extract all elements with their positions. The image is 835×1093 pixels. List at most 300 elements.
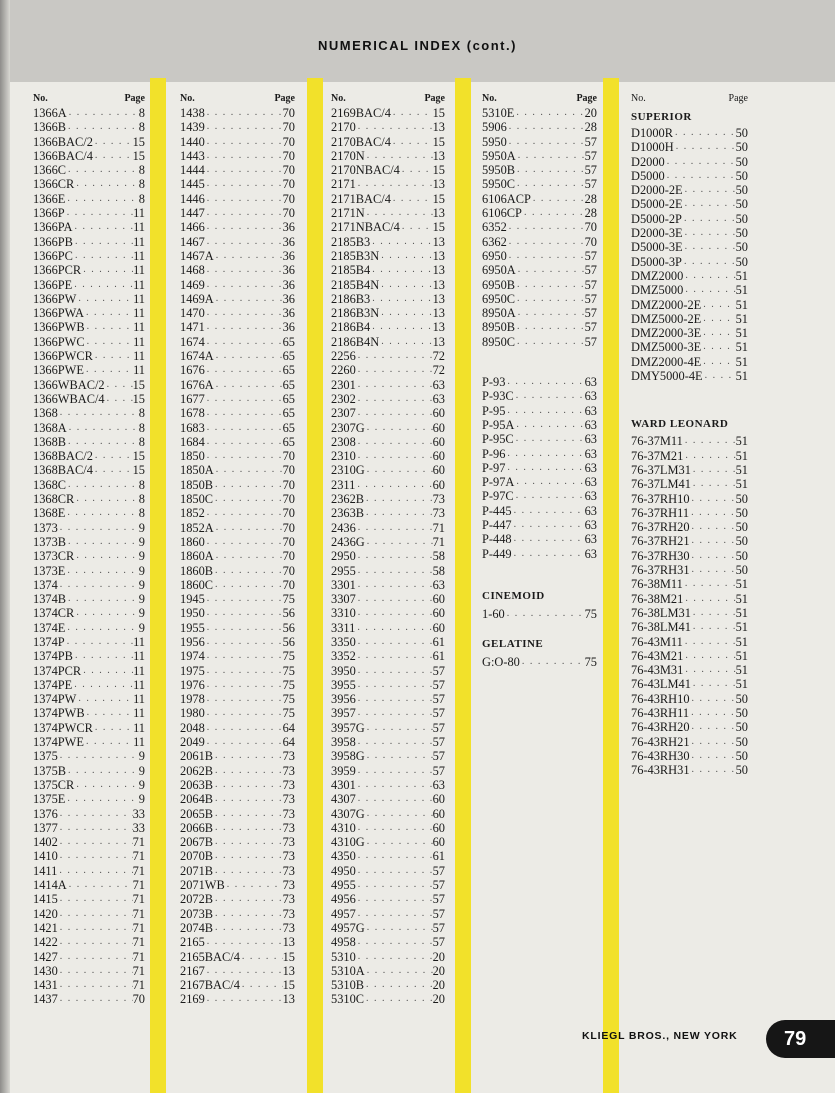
entry-number: 1374P <box>33 634 65 649</box>
index-entry <box>180 735 295 749</box>
entry-number: 5950A <box>482 148 516 163</box>
dot-leader <box>105 392 133 406</box>
entry-number: 2950 <box>331 549 356 564</box>
dot-leader <box>58 749 139 763</box>
gelatine-list <box>482 655 597 669</box>
index-entry <box>180 635 295 649</box>
dot-leader <box>205 678 283 692</box>
entry-page: 50 <box>735 734 748 749</box>
entry-number: 3950 <box>331 663 356 678</box>
index-entry <box>631 635 748 649</box>
entry-number: 3301 <box>331 577 356 592</box>
index-entry <box>482 655 597 669</box>
dot-leader <box>370 292 432 306</box>
entry-number: 2171 <box>331 177 356 192</box>
entry-page: 20 <box>432 963 445 978</box>
index-entry <box>180 678 295 692</box>
entry-page: 70 <box>282 106 295 120</box>
entry-number: 4956 <box>331 892 356 907</box>
entry-page: 20 <box>584 106 597 120</box>
dot-leader <box>370 320 432 334</box>
index-entry <box>331 835 445 849</box>
index-entry <box>180 921 295 935</box>
dot-leader <box>690 534 736 548</box>
index-entry <box>482 263 597 277</box>
index-entry <box>631 492 748 506</box>
entry-number: 1374 <box>33 577 58 592</box>
dot-leader <box>365 749 433 763</box>
entry-page: 70 <box>584 220 597 235</box>
index-entry <box>33 521 145 535</box>
entry-page: 61 <box>432 649 445 664</box>
dot-leader <box>690 720 736 734</box>
index-entry <box>180 263 295 277</box>
entry-page: 75 <box>584 655 597 670</box>
entry-page: 75 <box>282 649 295 664</box>
entry-number: 2308 <box>331 434 356 449</box>
entry-page: 64 <box>282 720 295 735</box>
index-entry <box>331 177 445 191</box>
dot-leader <box>214 463 283 477</box>
index-entry <box>482 532 597 546</box>
entry-number: 8950A <box>482 306 516 321</box>
entry-number: 3350 <box>331 634 356 649</box>
entry-page: 56 <box>282 620 295 635</box>
index-entry <box>331 935 445 949</box>
dot-leader <box>515 335 585 349</box>
entry-page: 57 <box>584 334 597 349</box>
index-entry <box>180 892 295 906</box>
dot-leader <box>505 607 585 621</box>
index-entry <box>631 735 748 749</box>
entry-page: 50 <box>735 254 748 269</box>
entry-number: 1366PA <box>33 220 73 235</box>
entry-page: 13 <box>282 963 295 978</box>
index-entry <box>33 964 145 978</box>
entry-number: 76-37RH30 <box>631 548 690 563</box>
entry-page: 71 <box>132 978 145 993</box>
entry-page: 70 <box>282 206 295 221</box>
entry-number: D1000R <box>631 126 673 140</box>
index-entry <box>33 192 145 206</box>
entry-number: 1374E <box>33 620 66 635</box>
entry-number: D5000-3P <box>631 254 682 269</box>
index-entry <box>331 878 445 892</box>
index-entry <box>33 706 145 720</box>
entry-number: 1368CR <box>33 492 75 507</box>
dot-leader <box>391 135 433 149</box>
dot-leader <box>691 463 736 477</box>
entry-page: 75 <box>584 606 597 621</box>
entry-page: 15 <box>132 463 145 478</box>
index-entry <box>33 935 145 949</box>
dot-leader <box>365 535 433 549</box>
yellow-stripe <box>603 78 619 1093</box>
entry-number: 1438 <box>180 106 205 120</box>
entry-page: 15 <box>432 106 445 120</box>
index-entry <box>33 735 145 749</box>
dot-leader <box>74 549 138 563</box>
dot-leader <box>205 335 283 349</box>
entry-page: 9 <box>138 563 145 578</box>
index-entry <box>33 664 145 678</box>
entry-page: 15 <box>432 163 445 178</box>
dot-leader <box>205 235 283 249</box>
entry-number: 1443 <box>180 148 205 163</box>
index-entry <box>33 449 145 463</box>
entry-page: 70 <box>282 134 295 149</box>
index-entry <box>33 220 145 234</box>
dot-leader <box>356 435 433 449</box>
index-entry <box>33 564 145 578</box>
dot-leader <box>356 120 433 134</box>
entry-number: 2073B <box>180 906 214 921</box>
index-entry <box>180 592 295 606</box>
entry-number: 1374PB <box>33 649 73 664</box>
entry-number: 2186B3N <box>331 306 380 321</box>
entry-page: 51 <box>735 283 748 298</box>
dot-leader <box>72 278 133 292</box>
entry-page: 65 <box>282 420 295 435</box>
entry-number: P-448 <box>482 532 512 547</box>
dot-leader <box>356 363 433 377</box>
index-entry <box>631 563 748 577</box>
dot-leader <box>690 749 736 763</box>
section-title-superior: SUPERIOR <box>631 111 692 123</box>
entry-number: 1677 <box>180 391 205 406</box>
entry-number: 3959 <box>331 763 356 778</box>
entry-page: 51 <box>735 268 748 283</box>
index-entry <box>331 849 445 863</box>
dot-leader <box>205 406 283 420</box>
entry-page: 11 <box>133 206 145 221</box>
dot-leader <box>58 907 133 921</box>
dot-leader <box>514 489 585 503</box>
index-entry <box>631 255 748 269</box>
index-entry <box>180 163 295 177</box>
index-entry <box>331 206 445 220</box>
entry-number: 1366PCR <box>33 263 82 278</box>
dot-leader <box>213 864 283 878</box>
entry-number: 1366A <box>33 106 67 120</box>
entry-page: 65 <box>282 406 295 421</box>
dot-leader <box>65 621 138 635</box>
entry-number: 1437 <box>33 992 58 1007</box>
index-entry <box>180 549 295 563</box>
dot-leader <box>507 135 585 149</box>
dot-leader <box>356 406 433 420</box>
index-entry <box>331 463 445 477</box>
entry-number: 1411 <box>33 863 58 878</box>
dot-leader <box>240 978 283 992</box>
entry-number: 1852A <box>180 520 214 535</box>
entry-page: 70 <box>282 520 295 535</box>
index-entry <box>331 106 445 120</box>
dot-leader <box>356 892 433 906</box>
index-entry <box>482 149 597 163</box>
index-entry <box>631 212 748 226</box>
entry-page: 70 <box>282 163 295 178</box>
entry-number: 1446 <box>180 191 205 206</box>
entry-page: 8 <box>138 406 145 421</box>
dot-leader <box>514 432 585 446</box>
dot-leader <box>690 563 736 577</box>
entry-page: 33 <box>132 820 145 835</box>
index-entry <box>180 463 295 477</box>
entry-number: 3955 <box>331 677 356 692</box>
entry-number: 3311 <box>331 620 356 635</box>
page-number: 79 <box>766 1020 835 1058</box>
entry-page: 63 <box>584 503 597 518</box>
dot-leader <box>365 721 433 735</box>
dot-leader <box>364 978 433 992</box>
index-entry <box>631 269 748 283</box>
entry-number: 5950C <box>482 177 516 192</box>
index-entry <box>482 206 597 220</box>
dot-leader <box>65 206 133 220</box>
entry-page: 9 <box>138 577 145 592</box>
spacer <box>482 561 597 583</box>
entry-page: 57 <box>432 735 445 750</box>
entry-list <box>482 106 597 349</box>
entry-page: 65 <box>282 377 295 392</box>
index-entry <box>180 864 295 878</box>
dot-leader <box>205 421 283 435</box>
entry-number: 4310 <box>331 820 356 835</box>
entry-number: D2000 <box>631 154 665 169</box>
entry-page: 71 <box>132 935 145 950</box>
dot-leader <box>379 278 432 292</box>
entry-number: 1368 <box>33 406 58 421</box>
entry-page: 15 <box>432 134 445 149</box>
entry-page: 13 <box>432 120 445 135</box>
index-entry <box>331 578 445 592</box>
entry-page: 11 <box>133 306 145 321</box>
entry-page: 50 <box>735 140 748 155</box>
dot-leader <box>205 506 283 520</box>
entry-page: 15 <box>432 220 445 235</box>
entry-number: 1447 <box>180 206 205 221</box>
entry-page: 51 <box>735 663 748 678</box>
entry-page: 57 <box>432 920 445 935</box>
entry-page: 8 <box>138 191 145 206</box>
entry-page: 8 <box>138 420 145 435</box>
index-entry <box>180 907 295 921</box>
entry-number: 1373E <box>33 563 66 578</box>
index-entry <box>331 235 445 249</box>
dot-leader <box>516 263 585 277</box>
index-entry <box>33 106 145 120</box>
entry-number: 1366PW <box>33 291 77 306</box>
index-entry <box>180 935 295 949</box>
entry-page: 71 <box>132 835 145 850</box>
dot-leader <box>213 764 283 778</box>
entry-number: P-445 <box>482 503 512 518</box>
entry-page: 71 <box>132 878 145 893</box>
entry-number: 1374PW <box>33 692 77 707</box>
index-entry <box>180 177 295 191</box>
entry-page: 13 <box>432 248 445 263</box>
entry-number: 2170NBAC/4 <box>331 163 400 178</box>
dot-leader <box>690 520 736 534</box>
index-entry <box>33 864 145 878</box>
index-entry <box>631 463 748 477</box>
dot-leader <box>364 492 433 506</box>
entry-number: 2310 <box>331 449 356 464</box>
dot-leader <box>205 706 283 720</box>
entry-number: 1366WBAC/2 <box>33 377 105 392</box>
entry-page: 15 <box>132 134 145 149</box>
dot-leader <box>356 349 433 363</box>
entry-number: 1366PWB <box>33 320 85 335</box>
header-page: Page <box>728 93 748 104</box>
dot-leader <box>74 778 138 792</box>
entry-number: 1421 <box>33 920 58 935</box>
index-entry <box>180 306 295 320</box>
entry-page: 11 <box>133 663 145 678</box>
index-entry <box>631 140 748 154</box>
entry-number: 1470 <box>180 306 205 321</box>
index-entry <box>631 692 748 706</box>
index-entry <box>33 349 145 363</box>
index-entry <box>33 749 145 763</box>
entry-number: 5310C <box>331 992 365 1007</box>
entry-page: 57 <box>432 763 445 778</box>
index-entry <box>33 306 145 320</box>
dot-leader <box>522 206 585 220</box>
entry-number: 1440 <box>180 134 205 149</box>
entry-page: 50 <box>735 691 748 706</box>
entry-number: 6950 <box>482 248 507 263</box>
entry-number: 3957 <box>331 706 356 721</box>
entry-number: 2165BAC/4 <box>180 949 240 964</box>
entry-number: 1373 <box>33 520 58 535</box>
dot-leader <box>205 692 283 706</box>
dot-leader <box>93 149 133 163</box>
entry-page: 65 <box>282 349 295 364</box>
dot-leader <box>356 177 433 191</box>
column-header <box>33 93 145 104</box>
entry-page: 73 <box>432 506 445 521</box>
dot-leader <box>690 492 736 506</box>
index-entry <box>180 621 295 635</box>
entry-number: P-449 <box>482 546 512 561</box>
entry-page: 73 <box>282 806 295 821</box>
entry-number: 76-37RH10 <box>631 491 690 506</box>
dot-leader <box>205 135 283 149</box>
dot-leader <box>365 463 433 477</box>
entry-page: 60 <box>432 820 445 835</box>
entry-page: 57 <box>584 306 597 321</box>
entry-page: 8 <box>138 492 145 507</box>
entry-number: 1674 <box>180 334 205 349</box>
index-entry <box>33 535 145 549</box>
index-entry <box>33 363 145 377</box>
entry-number: 2302 <box>331 391 356 406</box>
index-entry <box>180 406 295 420</box>
dot-leader <box>512 532 585 546</box>
dot-leader <box>205 592 283 606</box>
entry-page: 9 <box>138 749 145 764</box>
dot-leader <box>356 606 433 620</box>
dot-leader <box>356 764 433 778</box>
entry-number: 2436 <box>331 520 356 535</box>
dot-leader <box>674 140 736 154</box>
dot-leader <box>66 120 139 134</box>
entry-number: 1366PWC <box>33 334 85 349</box>
index-entry <box>482 278 597 292</box>
index-entry <box>331 664 445 678</box>
entry-number: 2167 <box>180 963 205 978</box>
dot-leader <box>391 106 433 120</box>
index-entry <box>331 621 445 635</box>
index-entry <box>331 706 445 720</box>
dot-leader <box>214 549 283 563</box>
entry-page: 70 <box>282 177 295 192</box>
dot-leader <box>682 212 736 226</box>
dot-leader <box>356 592 433 606</box>
entry-page: 20 <box>432 992 445 1007</box>
dot-leader <box>93 349 133 363</box>
dot-leader <box>205 306 283 320</box>
entry-page: 57 <box>584 177 597 192</box>
entry-number: 76-38LM31 <box>631 605 691 620</box>
dot-leader <box>356 692 433 706</box>
dot-leader <box>57 864 132 878</box>
entry-number: 2071B <box>180 863 214 878</box>
entry-page: 50 <box>735 154 748 169</box>
entry-number: 2185B4N <box>331 277 380 292</box>
entry-number: 2311 <box>331 477 356 492</box>
entry-number: 1471 <box>180 320 205 335</box>
entry-number: 1683 <box>180 420 205 435</box>
index-entry <box>33 421 145 435</box>
entry-number: 1860B <box>180 563 214 578</box>
entry-page: 73 <box>282 777 295 792</box>
index-entry <box>180 135 295 149</box>
dot-leader <box>66 592 139 606</box>
entry-page: 9 <box>138 534 145 549</box>
dot-leader <box>213 792 283 806</box>
dot-leader <box>76 692 133 706</box>
index-entry <box>331 549 445 563</box>
entry-number: 2064B <box>180 792 214 807</box>
entry-number: 1850B <box>180 477 214 492</box>
entry-page: 73 <box>282 920 295 935</box>
index-entry <box>331 263 445 277</box>
index-entry <box>180 792 295 806</box>
dot-leader <box>84 735 133 749</box>
dot-leader <box>701 326 735 340</box>
entry-number: 76-38LM41 <box>631 620 691 635</box>
entry-number: D2000-3E <box>631 226 683 241</box>
dot-leader <box>65 192 138 206</box>
dot-leader <box>512 547 585 561</box>
entry-page: 51 <box>735 311 748 326</box>
index-entry <box>33 278 145 292</box>
dot-leader <box>514 389 585 403</box>
entry-page: 11 <box>133 277 145 292</box>
index-entry <box>331 535 445 549</box>
index-entry <box>631 749 748 763</box>
entry-page: 20 <box>432 978 445 993</box>
entry-page: 8 <box>138 434 145 449</box>
entry-number: 1860 <box>180 534 205 549</box>
dot-leader <box>365 835 433 849</box>
dot-leader <box>691 477 736 491</box>
entry-page: 63 <box>584 475 597 490</box>
entry-page: 63 <box>584 389 597 404</box>
